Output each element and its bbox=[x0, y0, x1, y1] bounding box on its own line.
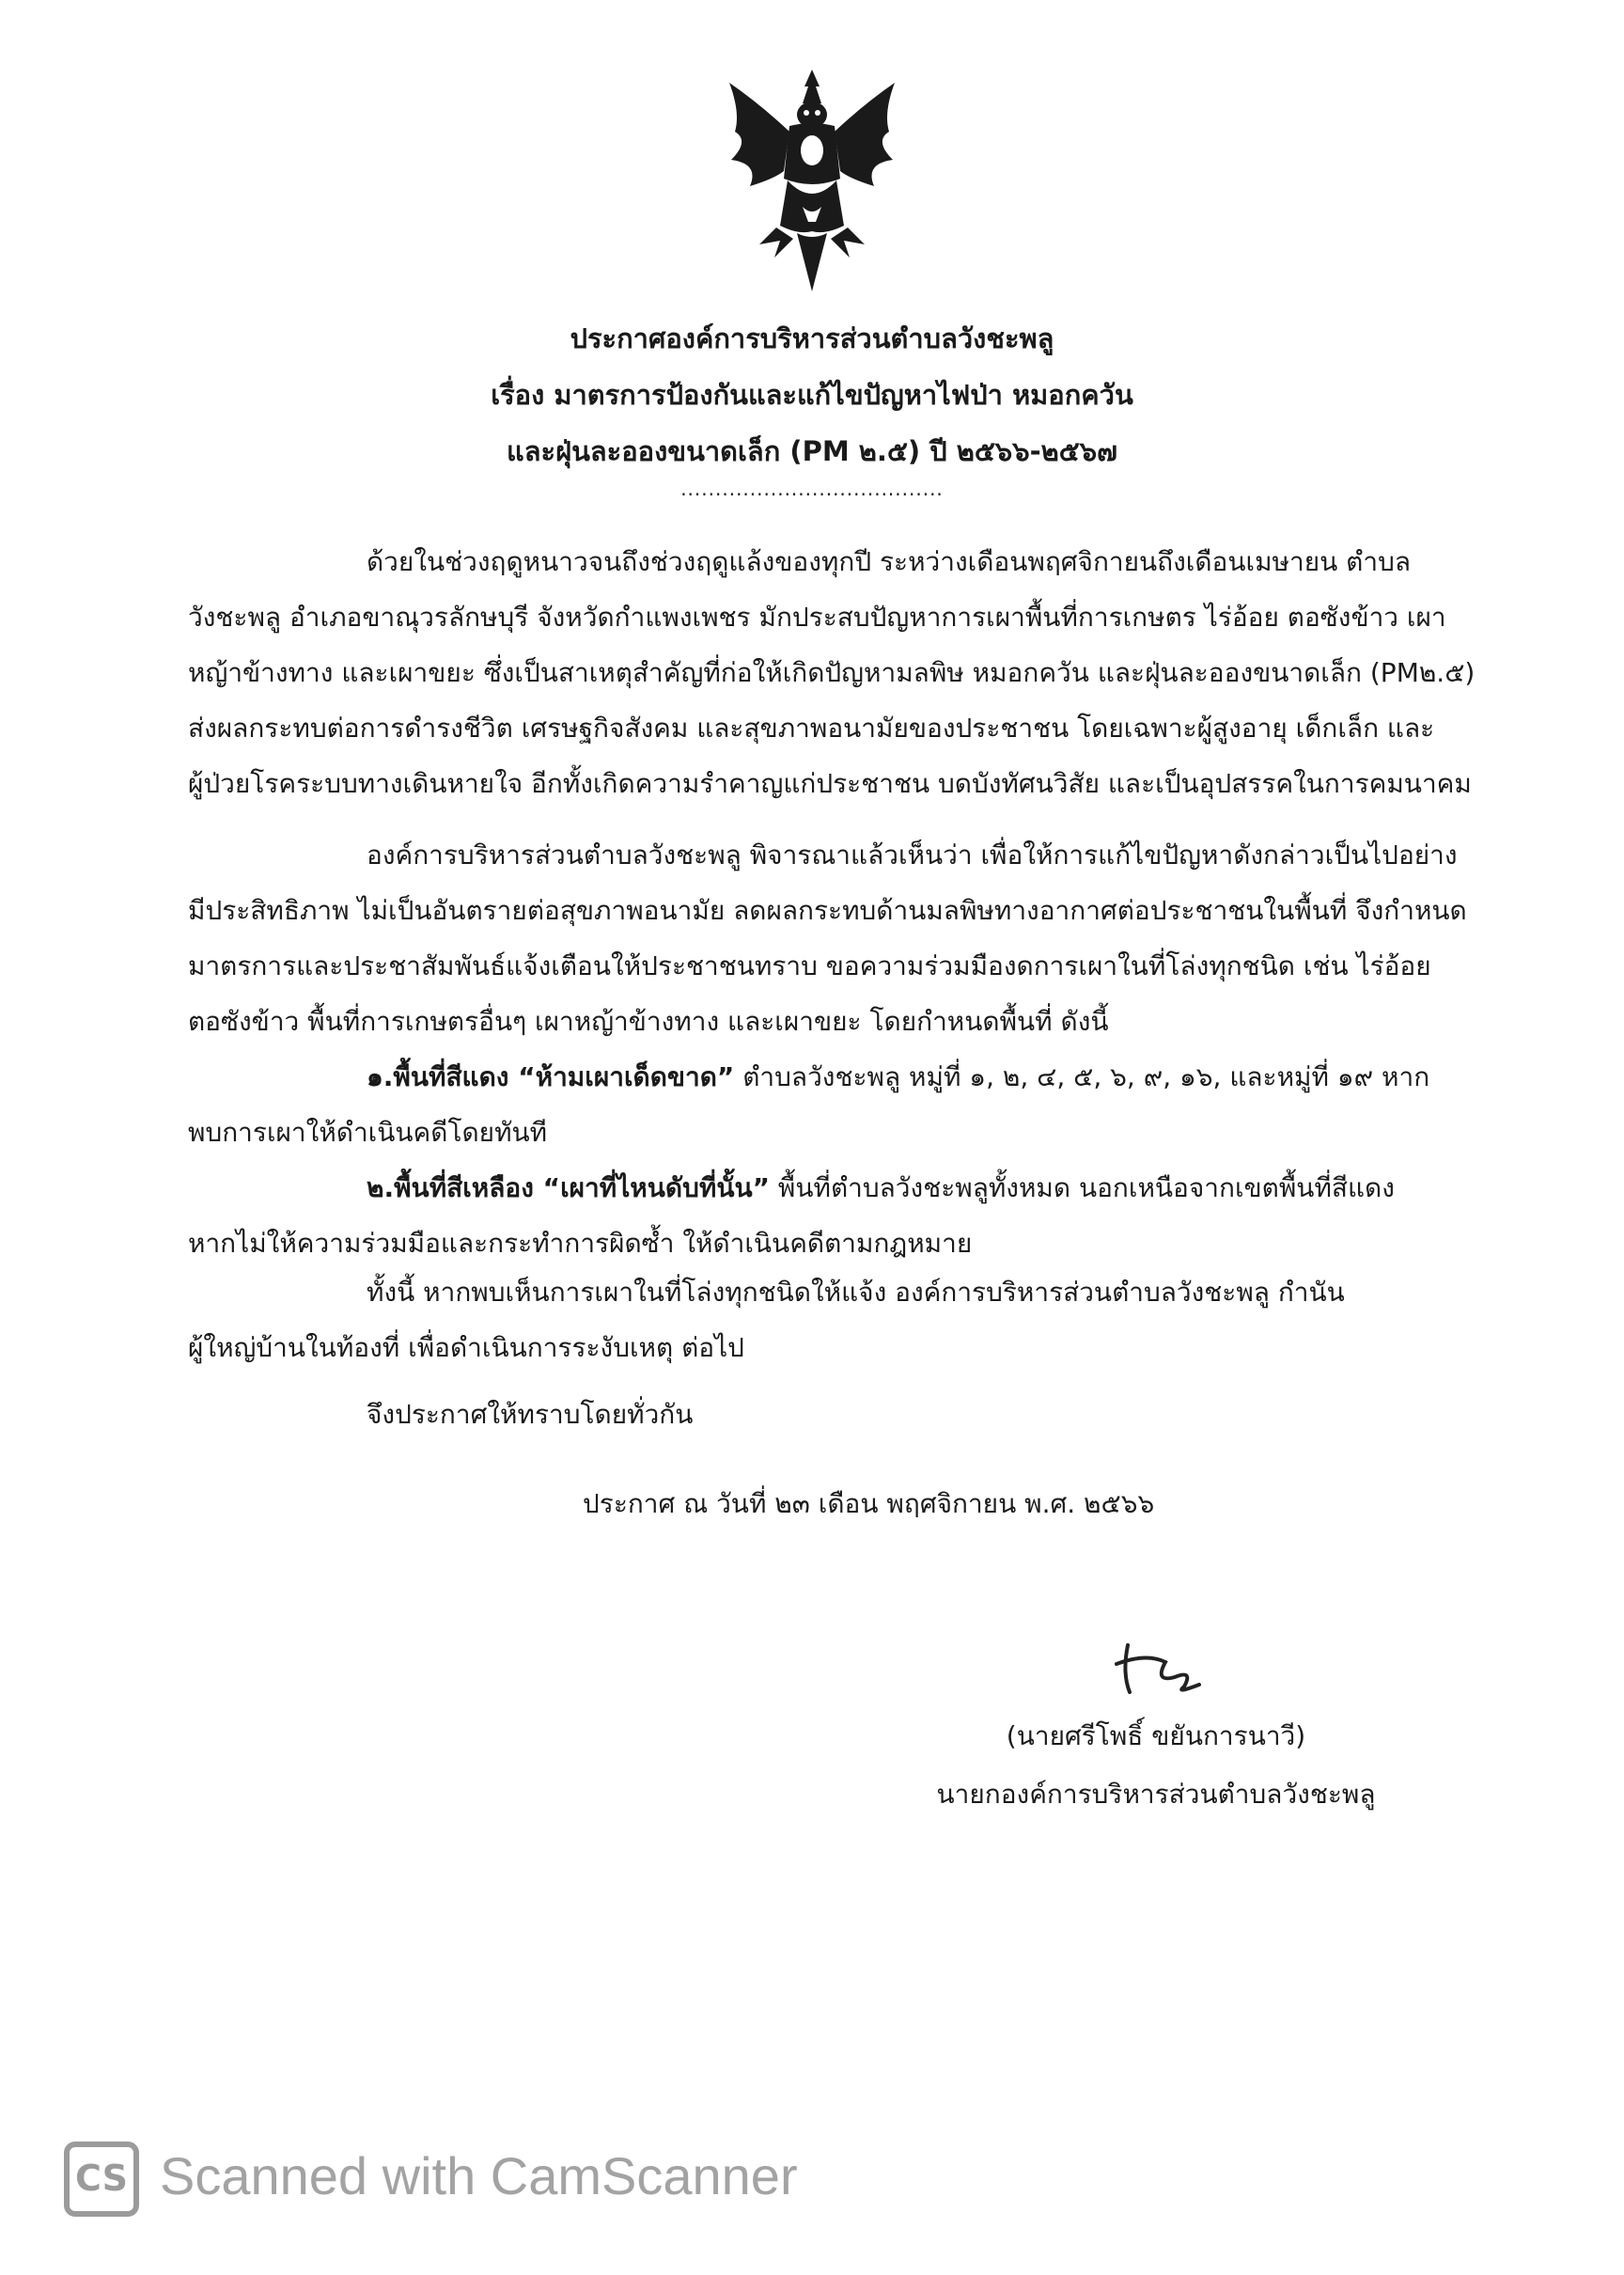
paragraph-line: วังชะพลู อำเภอขาณุวรลักษบุรี จังหวัดกำแพงเพชร มักประสบปัญหาการเผาพื้นที่การเกษตร ไร่อ้อย ตอซังข้าว เผา bbox=[188, 602, 1446, 633]
garuda-emblem-icon bbox=[722, 66, 902, 301]
signer-position: นายกองค์การบริหารส่วนตำบลวังชะพลู bbox=[936, 1779, 1376, 1810]
signature-mark-icon bbox=[1109, 1636, 1212, 1702]
announce-text: จึงประกาศให้ทราบโดยทั่วกัน bbox=[367, 1399, 694, 1430]
paragraph-line: ทั้งนี้ หากพบเห็นการเผาในที่โล่งทุกชนิดให้แจ้ง องค์การบริหารส่วนตำบลวังชะพลู กำนัน bbox=[367, 1277, 1345, 1308]
date-line bbox=[583, 1476, 1429, 1531]
announce-line bbox=[188, 1387, 1522, 1442]
paragraph-line: ผู้ป่วยโรคระบบทางเดินหายใจ อีกทั้งเกิดความรำคาญแก่ประชาชน บดบังทัศนวิสัย และเป็นอุปสรรคในการคมนาคม bbox=[188, 768, 1472, 799]
paragraph-line: มีประสิทธิภาพ ไม่เป็นอันตรายต่อสุขภาพอนามัย ลดผลกระทบด้านมลพิษทางอากาศต่อประชาชนในพื้นที่ จึงกำหนด bbox=[188, 895, 1467, 926]
signer-name: (นายศรีโพธิ์ ขยันการนาวี) bbox=[1006, 1720, 1306, 1751]
announce-date: ประกาศ ณ วันที่ ๒๓ เดือน พฤศจิกายน พ.ศ. ๒๕๖๖ bbox=[583, 1488, 1155, 1519]
paragraph-3 bbox=[188, 1264, 1522, 1375]
list-item-red-zone bbox=[188, 1049, 1522, 1105]
separator-dots: ...................................... bbox=[680, 478, 944, 500]
list-item-yellow-zone bbox=[188, 1160, 1522, 1216]
announcement-title: ประกาศองค์การบริหารส่วนตำบลวังชะพลู bbox=[570, 322, 1054, 354]
paragraph-line: หญ้าข้างทาง และเผาขยะ ซึ่งเป็นสาเหตุสำคัญที่ก่อให้เกิดปัญหามลพิษ หมอกควัน และฝุ่นละอองขนาดเล็ก (PM๒.๕) bbox=[188, 657, 1476, 688]
announcement-subject-cont: และฝุ่นละอองขนาดเล็ก (PM ๒.๕) ปี ๒๕๖๖-๒๕๖๗ bbox=[507, 435, 1117, 467]
announcement-subject: เรื่อง มาตรการป้องกันและแก้ไขปัญหาไฟป่า หมอกควัน bbox=[491, 379, 1133, 411]
yellow-zone-detail: พื้นที่ตำบลวังชะพลูทั้งหมด นอกเหนือจากเขตพื้นที่สีแดง bbox=[770, 1172, 1395, 1203]
camscanner-watermark: Scanned with CamScanner bbox=[160, 2146, 798, 2205]
paragraph-line: ด้วยในช่วงฤดูหนาวจนถึงช่วงฤดูแล้งของทุกปี ระหว่างเดือนพฤศจิกายนถึงเดือนเมษายน ตำบล bbox=[367, 546, 1412, 577]
camscanner-logo: CS bbox=[64, 2142, 139, 2217]
paragraph-line: ผู้ใหญ่บ้านในท้องที่ เพื่อดำเนินการระงับเหตุ ต่อไป bbox=[188, 1332, 744, 1363]
paragraph-line: มาตรการและประชาสัมพันธ์แจ้งเตือนให้ประชาชนทราบ ขอความร่วมมืองดการเผาในที่โล่งทุกชนิด เช่น ไร่อ้อย bbox=[188, 950, 1431, 981]
yellow-zone-label: ๒.พื้นที่สีเหลือง “เผาที่ไหนดับที่นั้น” bbox=[367, 1172, 770, 1203]
paragraph-line: ส่งผลกระทบต่อการดำรงชีวิต เศรษฐกิจสังคม และสุขภาพอนามัยของประชาชน โดยเฉพาะผู้สูงอายุ เด็กเล็ก และ bbox=[188, 713, 1435, 744]
red-zone-label: ๑.พื้นที่สีแดง “ห้ามเผาเด็ดขาด” bbox=[367, 1061, 735, 1092]
paragraph-line: ตอซังข้าว พื้นที่การเกษตรอื่นๆ เผาหญ้าข้างทาง และเผาขยะ โดยกำหนดพื้นที่ ดังนี้ bbox=[188, 1006, 1109, 1037]
paragraph-2 bbox=[188, 827, 1522, 1271]
paragraph-1 bbox=[188, 534, 1522, 811]
paragraph-line: หากไม่ให้ความร่วมมือและกระทำการผิดซ้ำ ให้ดำเนินคดีตามกฎหมาย bbox=[188, 1228, 973, 1259]
paragraph-line: พบการเผาให้ดำเนินคดีโดยทันที bbox=[188, 1117, 548, 1148]
red-zone-detail: ตำบลวังชะพลู หมู่ที่ ๑, ๒, ๔, ๕, ๖, ๙, ๑๖, และหมู่ที่ ๑๙ หาก bbox=[734, 1061, 1430, 1092]
paragraph-line: องค์การบริหารส่วนตำบลวังชะพลู พิจารณาแล้วเห็นว่า เพื่อให้การแก้ไขปัญหาดังกล่าวเป็นไปอย่าง bbox=[367, 839, 1458, 871]
